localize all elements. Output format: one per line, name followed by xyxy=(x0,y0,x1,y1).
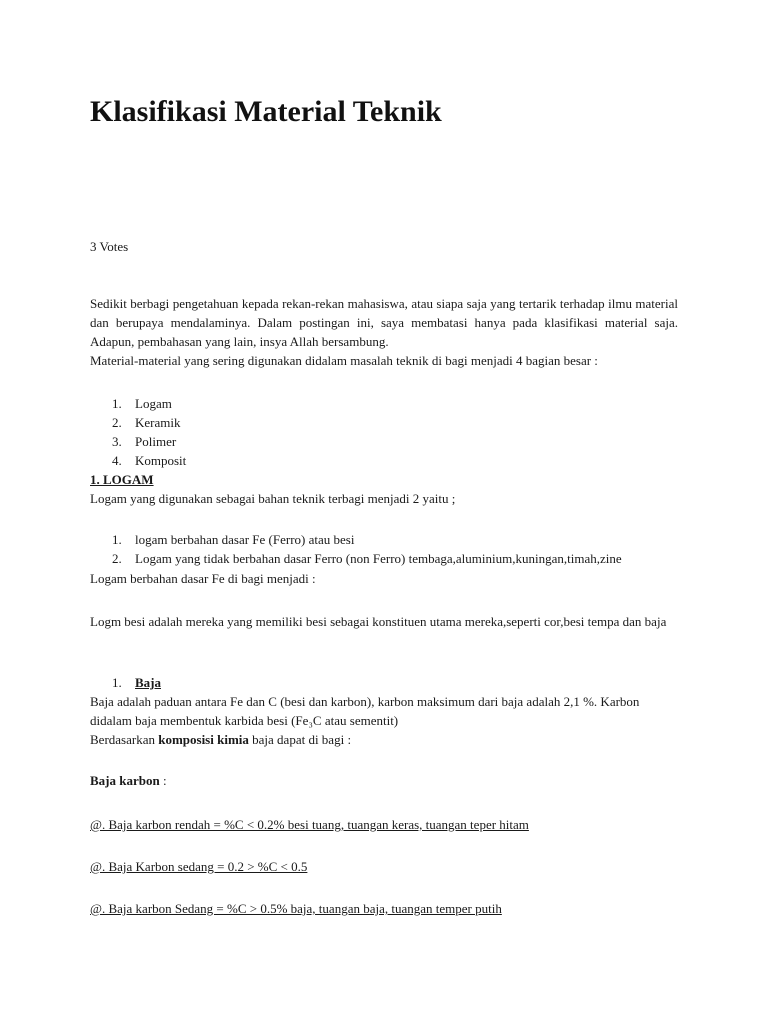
komposisi-line: Berdasarkan komposisi kimia baja dapat di bagi : xyxy=(90,732,352,747)
list-item: 2. Logam yang tidak berbahan dasar Ferro (non Ferro) tembaga,aluminium,kuningan,timah,zine xyxy=(112,551,622,566)
karbon-item-sedang-1: @. Baja Karbon sedang = 0.2 > %C < 0.5 xyxy=(90,859,308,874)
baja-list xyxy=(90,673,161,692)
material-intro-line: Material-material yang sering digunakan didalam masalah teknik di bagi menjadi 4 bagian besar : xyxy=(90,353,598,368)
baja-heading: Baja xyxy=(135,675,161,690)
karbon-item-sedang-2: @. Baja karbon Sedang = %C > 0.5% baja, tuangan baja, tuangan temper putih xyxy=(90,901,502,916)
list-item: 1. logam berbahan dasar Fe (Ferro) atau besi xyxy=(112,532,355,547)
karbon-item-rendah: @. Baja karbon rendah = %C < 0.2% besi tuang, tuangan keras, tuangan teper hitam xyxy=(90,817,529,832)
list-item: 3. Polimer xyxy=(112,434,177,449)
intro-section xyxy=(90,294,678,370)
material-list xyxy=(90,394,186,470)
komposisi-kimia-bold: komposisi kimia xyxy=(158,732,249,747)
baja-karbon-heading: Baja karbon : xyxy=(90,773,167,788)
votes-count: 3 Votes xyxy=(90,239,129,254)
logam-type-list xyxy=(90,530,622,568)
list-item: 4. Komposit xyxy=(112,453,187,468)
list-item: 1. Logam xyxy=(112,396,172,411)
section-heading: 1. LOGAM xyxy=(90,472,154,487)
section-logam xyxy=(90,470,678,508)
logam-intro: Logam yang digunakan sebagai bahan teknik terbagi menjadi 2 yaitu ; xyxy=(90,491,456,506)
besi-description: Logm besi adalah mereka yang memiliki besi sebagai konstituen utama mereka,seperti cor,besi tempa dan baja xyxy=(90,614,667,629)
fe-split-line: Logam berbahan dasar Fe di bagi menjadi : xyxy=(90,571,316,586)
page-title: Klasifikasi Material Teknik xyxy=(90,95,442,128)
list-item: 1. Baja xyxy=(112,675,161,690)
intro-paragraph: Sedikit berbagi pengetahuan kepada rekan-rekan mahasiswa, atau siapa saja yang tertarik terhadap ilmu material dan berupaya mendalaminya. Dalam postingan ini, saya membatasi hanya pada klasifikasi material saja. Adapun, pembahasan yang lain, insya Allah bersambung. xyxy=(90,296,678,349)
baja-description: Baja adalah paduan antara Fe dan C (besi dan karbon), karbon maksimum dari baja adalah 2,1 %. Karbon didalam baja membentuk karbida besi (Fe₃C atau sementit) xyxy=(90,694,640,728)
list-item: 2. Keramik xyxy=(112,415,181,430)
